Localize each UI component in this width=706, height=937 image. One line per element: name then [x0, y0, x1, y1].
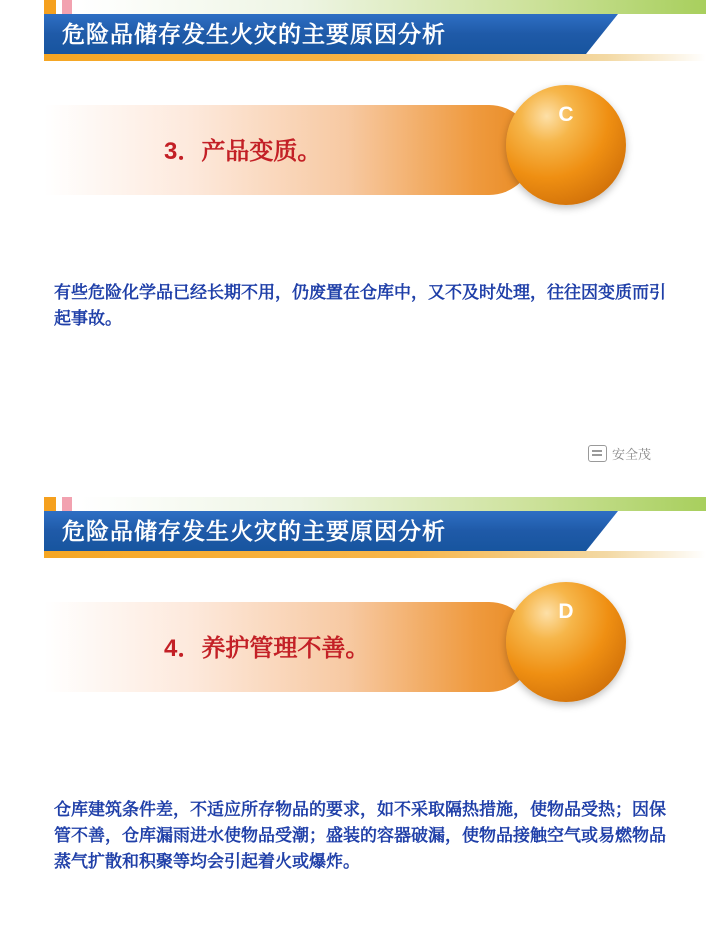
- slide-2-marker-sphere: [506, 582, 626, 702]
- slide-2-marker-label: D: [558, 600, 574, 623]
- slide-1-heading-banner: [44, 105, 706, 225]
- slide-1-heading: 3．产品变质。: [164, 138, 322, 165]
- watermark-text: 安全茂: [612, 446, 652, 462]
- accent-segment-pink: [62, 497, 72, 511]
- slide-2-body-text: 仓库建筑条件差，不适应所存物品的要求，如不采取隔热措施，使物品受热；因保管不善，仓库漏雨进水使物品受潮；盛装的容器破漏，使物品接触空气或易燃物品蒸气扩散和积聚等均会引起着火或爆炸。: [54, 800, 666, 871]
- slide-2-accent-strip: [0, 497, 706, 511]
- accent-segment-pink: [62, 0, 72, 14]
- slide-2-title-band: [44, 511, 706, 551]
- slide-1-accent-strip: [0, 0, 706, 14]
- slide-1-title: 危险品储存发生火灾的主要原因分析: [62, 21, 446, 47]
- accent-segment-orange: [44, 0, 56, 14]
- accent-segment-gradient: [80, 0, 706, 14]
- slide-1-marker-sphere: [506, 85, 626, 205]
- slide-1-title-band: [44, 14, 706, 54]
- watermark: [588, 442, 696, 464]
- slide-2-heading: 4．养护管理不善。: [164, 635, 370, 662]
- slide-2-title-underline: [44, 551, 706, 558]
- slide-1-title-underline: [44, 54, 706, 61]
- slide-1-marker-label: C: [558, 103, 574, 126]
- slide-2: [0, 497, 706, 937]
- accent-segment-gradient: [80, 497, 706, 511]
- accent-segment-orange: [44, 497, 56, 511]
- slide-1-body-text: 有些危险化学品已经长期不用，仍废置在仓库中，又不及时处理，往往因变质而引起事故。: [54, 283, 666, 328]
- slide-2-heading-banner: [44, 602, 706, 722]
- wechat-account-icon: [588, 445, 607, 462]
- slide-2-title: 危险品储存发生火灾的主要原因分析: [62, 518, 446, 544]
